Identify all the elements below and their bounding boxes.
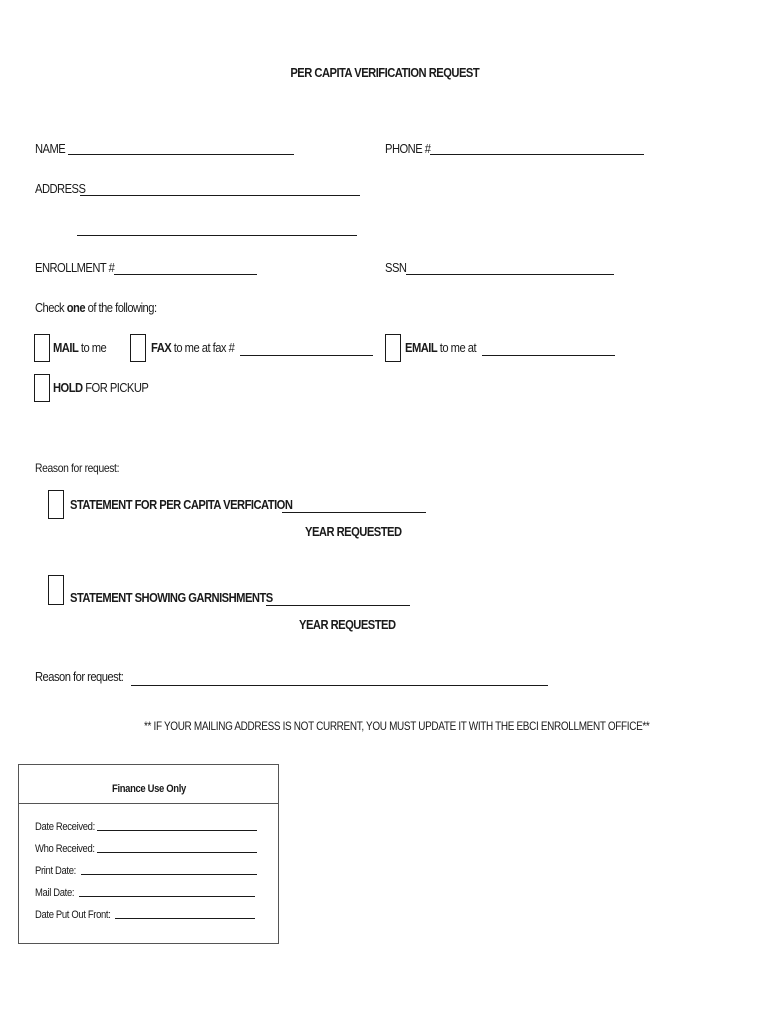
finance-title: Finance Use Only — [111, 783, 186, 795]
who-received-wrap — [35, 839, 104, 857]
email-address-field[interactable] — [482, 355, 615, 356]
statement-garnishments-checkbox[interactable] — [48, 575, 64, 605]
who-received-label: Who Received: — [35, 843, 95, 855]
date-received-wrap — [35, 817, 105, 835]
check-bold: one — [66, 300, 86, 315]
mail-date-wrap — [35, 883, 81, 901]
mail-option-label — [53, 339, 115, 357]
name-label: NAME — [35, 141, 66, 156]
phone-field[interactable] — [430, 154, 644, 155]
finance-divider — [19, 803, 278, 804]
form-title-wrap — [0, 64, 770, 82]
statement-verification-label: STATEMENT FOR PER CAPITA VERFICATION — [70, 497, 293, 512]
reason-label: Reason for request: — [35, 669, 124, 684]
reason-label-wrap — [35, 668, 138, 686]
finance-title-wrap — [19, 779, 278, 797]
fax-bold: FAX — [151, 340, 172, 355]
email-checkbox[interactable] — [385, 334, 401, 362]
fax-checkbox[interactable] — [130, 334, 146, 362]
ssn-field[interactable] — [406, 274, 614, 275]
mail-date-label: Mail Date: — [35, 887, 75, 899]
date-put-out-front-label: Date Put Out Front: — [35, 909, 111, 921]
check-instruction — [35, 299, 176, 317]
mail-text: to me — [78, 340, 107, 355]
check-suffix: of the following: — [85, 300, 157, 315]
email-bold: EMAIL — [405, 340, 438, 355]
notice-wrap — [144, 717, 753, 735]
email-option-label — [405, 339, 488, 357]
print-date-label: Print Date: — [35, 865, 76, 877]
statement-garnishments-label: STATEMENT SHOWING GARNISHMENTS — [70, 590, 273, 605]
phone-label: PHONE # — [385, 141, 431, 156]
reason-field[interactable] — [131, 685, 548, 686]
mail-date-field[interactable] — [79, 896, 255, 897]
fax-number-field[interactable] — [240, 355, 373, 356]
name-field[interactable] — [68, 154, 294, 155]
enrollment-label: ENROLLMENT # — [35, 260, 115, 275]
fax-option-label — [151, 339, 248, 357]
phone-label-wrap — [385, 140, 438, 158]
print-date-field[interactable] — [81, 874, 257, 875]
reason-heading-wrap — [35, 459, 133, 477]
email-text: to me at — [437, 340, 477, 355]
year-requested-field-1[interactable] — [282, 512, 426, 513]
name-label-wrap — [35, 140, 70, 158]
date-put-out-front-wrap — [35, 905, 123, 923]
date-received-label: Date Received: — [35, 821, 95, 833]
check-prefix: Check — [35, 300, 67, 315]
year-requested-field-2[interactable] — [266, 605, 410, 606]
year-requested-2: YEAR REQUESTED — [299, 617, 396, 632]
address-label: ADDRESS — [35, 181, 86, 196]
hold-bold: HOLD — [53, 380, 83, 395]
mailing-address-notice: ** IF YOUR MAILING ADDRESS IS NOT CURRENT, YOU MUST UPDATE IT WITH THE EBCI ENROLLMENT OFFICE** — [144, 719, 650, 733]
reason-heading: Reason for request: — [35, 461, 120, 475]
address-field-line-2[interactable] — [77, 235, 357, 236]
hold-text: FOR PICKUP — [82, 380, 149, 395]
enrollment-field[interactable] — [114, 274, 257, 275]
year-requested-2-wrap — [299, 616, 411, 634]
date-received-field[interactable] — [97, 830, 257, 831]
fax-text: to me at fax # — [171, 340, 235, 355]
ssn-label: SSN — [385, 260, 407, 275]
year-requested-1-wrap — [305, 523, 417, 541]
year-requested-1: YEAR REQUESTED — [305, 524, 402, 539]
mail-bold: MAIL — [53, 340, 79, 355]
hold-checkbox[interactable] — [34, 374, 50, 402]
form-title: PER CAPITA VERIFICATION REQUEST — [290, 65, 480, 80]
hold-option-label — [53, 379, 164, 397]
print-date-wrap — [35, 861, 83, 879]
finance-use-box — [18, 764, 279, 944]
address-field-line-1[interactable] — [80, 195, 360, 196]
who-received-field[interactable] — [97, 852, 257, 853]
date-put-out-front-field[interactable] — [115, 918, 255, 919]
statement-verification-checkbox[interactable] — [48, 490, 64, 519]
mail-checkbox[interactable] — [34, 334, 50, 362]
